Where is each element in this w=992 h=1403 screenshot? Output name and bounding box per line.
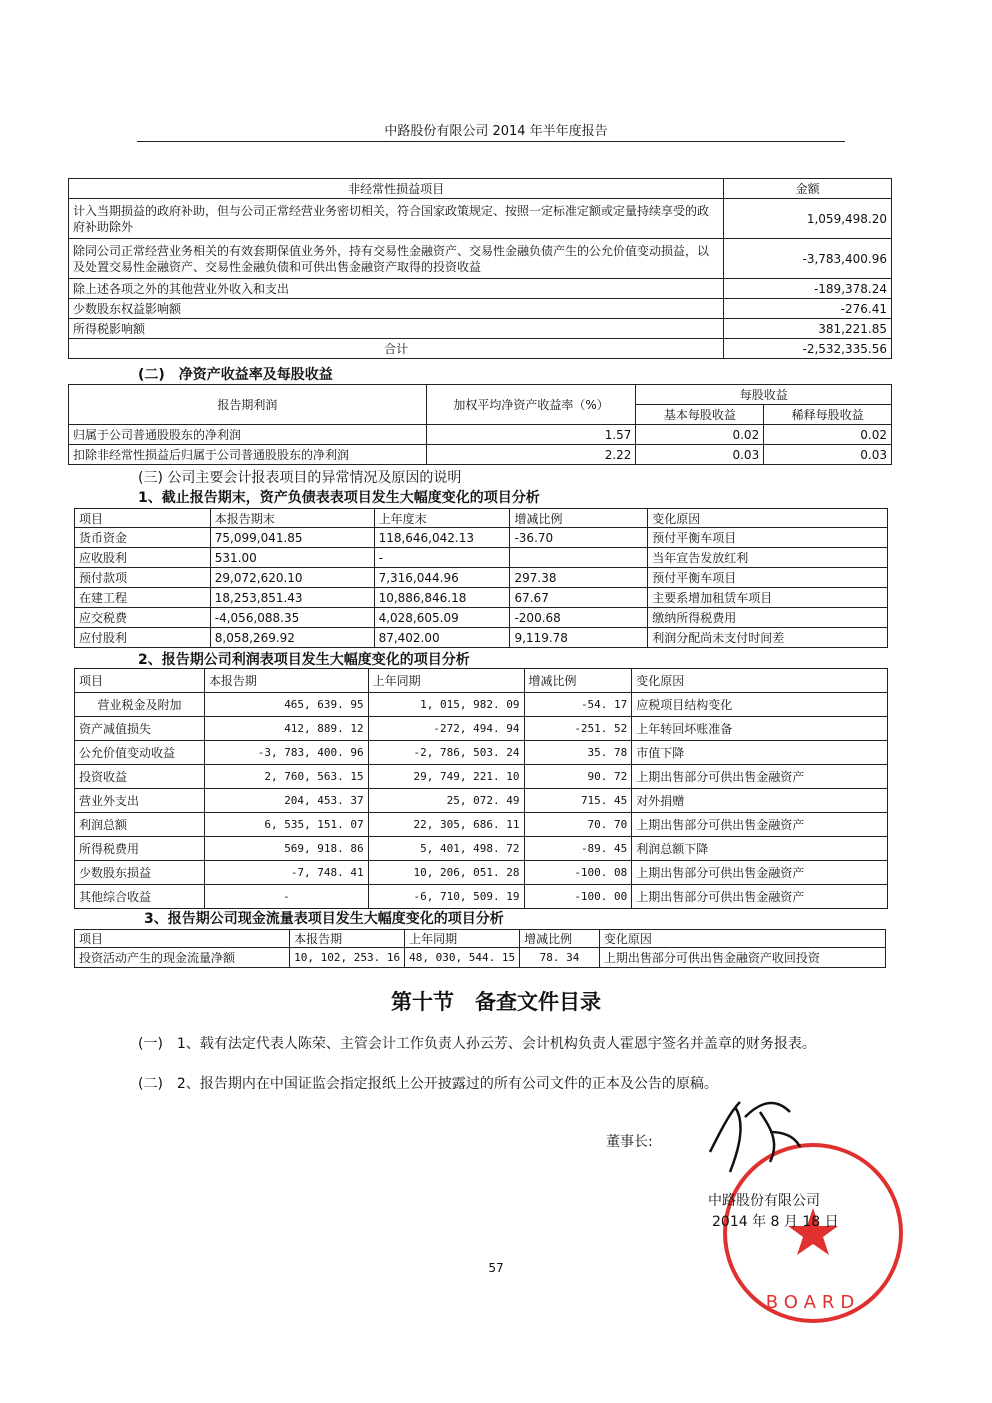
table-row — [75, 717, 888, 741]
sign-date: 2014 年 8 月 18 日 — [712, 1214, 839, 1230]
cell: -36.70 — [510, 528, 648, 548]
cell: 应收股利 — [75, 548, 211, 568]
cell: -89. 45 — [524, 837, 632, 861]
table-row — [75, 628, 888, 648]
item-cell: 归属于公司普通股股东的净利润 — [69, 425, 427, 445]
header-cell: 项目 — [75, 509, 211, 528]
header-cell: 稀释每股收益 — [764, 405, 892, 425]
cell: 22, 305, 686. 11 — [368, 813, 524, 837]
amount-cell: -3,783,400.96 — [724, 239, 892, 279]
cell: 9,119.78 — [510, 628, 648, 648]
cell: 资产减值损失 — [75, 717, 205, 741]
cell: 4,028,605.09 — [374, 608, 510, 628]
amount-cell: 1,059,498.20 — [724, 199, 892, 239]
signature — [700, 1092, 810, 1182]
page-number: 57 — [488, 1261, 504, 1275]
cell: 70. 70 — [524, 813, 632, 837]
cell: -54. 17 — [524, 693, 632, 717]
cell: 5, 401, 498. 72 — [368, 837, 524, 861]
cell: 主要系增加租赁车项目 — [648, 588, 888, 608]
cell: 465, 639. 95 — [204, 693, 368, 717]
value-cell: 0.03 — [764, 445, 892, 465]
cell: 7,316,044.96 — [374, 568, 510, 588]
non-recurring-table — [68, 178, 892, 359]
cell: -251. 52 — [524, 717, 632, 741]
header-cell: 变化原因 — [648, 509, 888, 528]
subsection-balance-title: 1、截止报告期末，资产负债表表项目发生大幅度变化的项目分析 — [138, 490, 540, 506]
cell: 利润总额下降 — [632, 837, 888, 861]
header-cell: 上年同期 — [405, 930, 520, 948]
cell: 上期出售部分可供出售金融资产 — [632, 861, 888, 885]
cell: -200.68 — [510, 608, 648, 628]
table-row — [75, 608, 888, 628]
cell: 87,402.00 — [374, 628, 510, 648]
cell: - — [374, 548, 510, 568]
cell: 在建工程 — [75, 588, 211, 608]
value-cell: 0.02 — [636, 425, 764, 445]
header-cell: 上年度末 — [374, 509, 510, 528]
cell: 利润分配尚未支付时间差 — [648, 628, 888, 648]
cell: 412, 889. 12 — [204, 717, 368, 741]
header-cell: 变化原因 — [632, 669, 888, 693]
table-row — [75, 837, 888, 861]
cell: 上期出售部分可供出售金融资产 — [632, 885, 888, 909]
table-row — [75, 588, 888, 608]
value-cell: 0.02 — [764, 425, 892, 445]
item-cell: 除同公司正常经营业务相关的有效套期保值业务外，持有交易性金融资产、交易性金融负债产生的公允价值变动损益，以及处置交易性金融资产、交易性金融负债和可供出售金融资产取得的投资收益 — [69, 239, 724, 279]
item-cell: 计入当期损益的政府补助，但与公司正常经营业务密切相关，符合国家政策规定、按照一定标准定额或定量持续享受的政府补助除外 — [69, 199, 724, 239]
cell: 上期出售部分可供出售金融资产收回投资 — [599, 948, 885, 968]
header-cell: 增减比例 — [510, 509, 648, 528]
roe-eps-table — [68, 384, 892, 465]
cell: 569, 918. 86 — [204, 837, 368, 861]
cell: -6, 710, 509. 19 — [368, 885, 524, 909]
cell: -2, 786, 503. 24 — [368, 741, 524, 765]
doc-item: (一) 1、载有法定代表人陈荣、主管会计工作负责人孙云芳、会计机构负责人霍恩宇签名并盖章的财务报表。 — [138, 1036, 816, 1052]
subsection-income-title: 2、报告期公司利润表项目发生大幅度变化的项目分析 — [138, 652, 470, 668]
cell: 应付股利 — [75, 628, 211, 648]
section-anomaly-title: (三) 公司主要会计报表项目的异常情况及原因的说明 — [138, 470, 462, 486]
cell: 67.67 — [510, 588, 648, 608]
cell: 其他综合收益 — [75, 885, 205, 909]
cell: -7, 748. 41 — [204, 861, 368, 885]
cell: 10,886,846.18 — [374, 588, 510, 608]
income-statement-table — [74, 668, 888, 909]
cell: 715. 45 — [524, 789, 632, 813]
header-cell: 上年同期 — [368, 669, 524, 693]
cell: 市值下降 — [632, 741, 888, 765]
cell: - — [204, 885, 368, 909]
cell: 公允价值变动收益 — [75, 741, 205, 765]
total-label: 合计 — [69, 339, 724, 359]
cell: 90. 72 — [524, 765, 632, 789]
header-cell: 金额 — [724, 179, 892, 199]
header-cell: 加权平均净资产收益率（%） — [426, 385, 636, 425]
cell: 营业税金及附加 — [75, 693, 205, 717]
table-row — [75, 765, 888, 789]
cell: 2, 760, 563. 15 — [204, 765, 368, 789]
cell: 应税项目结构变化 — [632, 693, 888, 717]
header-cell: 本报告期 — [290, 930, 405, 948]
cell: -100. 00 — [524, 885, 632, 909]
cell: 29,072,620.10 — [210, 568, 374, 588]
cell: 75,099,041.85 — [210, 528, 374, 548]
item-cell: 少数股东权益影响额 — [69, 299, 724, 319]
table-row — [75, 568, 888, 588]
cell: 缴纳所得税费用 — [648, 608, 888, 628]
table-row — [75, 693, 888, 717]
cell: 营业外支出 — [75, 789, 205, 813]
cell: 8,058,269.92 — [210, 628, 374, 648]
cell: 118,646,042.13 — [374, 528, 510, 548]
cell: 货币资金 — [75, 528, 211, 548]
cell: 投资活动产生的现金流量净额 — [75, 948, 290, 968]
header-rule — [137, 141, 845, 142]
header-cell: 变化原因 — [599, 930, 885, 948]
table-row — [75, 548, 888, 568]
item-cell: 除上述各项之外的其他营业外收入和支出 — [69, 279, 724, 299]
amount-cell: -189,378.24 — [724, 279, 892, 299]
chairman-label: 董事长: — [606, 1134, 653, 1150]
cell: 10, 102, 253. 16 — [290, 948, 405, 968]
total-amount: -2,532,335.56 — [724, 339, 892, 359]
cell: 10, 206, 051. 28 — [368, 861, 524, 885]
table-row — [75, 813, 888, 837]
cell: 上期出售部分可供出售金融资产 — [632, 765, 888, 789]
section-title: 第十节 备查文件目录 — [391, 990, 601, 1014]
cell: 预付款项 — [75, 568, 211, 588]
cell: 1, 015, 982. 09 — [368, 693, 524, 717]
cell: 204, 453. 37 — [204, 789, 368, 813]
doc-item: (二) 2、报告期内在中国证监会指定报纸上公开披露过的所有公司文件的正本及公告的原稿。 — [138, 1076, 718, 1092]
cell: 上期出售部分可供出售金融资产 — [632, 813, 888, 837]
cell: 所得税费用 — [75, 837, 205, 861]
table-row — [75, 528, 888, 548]
cell: 531.00 — [210, 548, 374, 568]
cashflow-table — [74, 929, 886, 968]
cell: 297.38 — [510, 568, 648, 588]
cell: 投资收益 — [75, 765, 205, 789]
amount-cell: 381,221.85 — [724, 319, 892, 339]
table-row — [75, 885, 888, 909]
header-cell: 项目 — [75, 669, 205, 693]
page-header: 中路股份有限公司 2014 年半年度报告 — [384, 124, 608, 139]
cell: 78. 34 — [520, 948, 600, 968]
cell: -3, 783, 400. 96 — [204, 741, 368, 765]
cell: 48, 030, 544. 15 — [405, 948, 520, 968]
cell: 25, 072. 49 — [368, 789, 524, 813]
cell: 上年转回坏账准备 — [632, 717, 888, 741]
header-cell: 非经常性损益项目 — [69, 179, 724, 199]
cell: 应交税费 — [75, 608, 211, 628]
value-cell: 0.03 — [636, 445, 764, 465]
cell: 29, 749, 221. 10 — [368, 765, 524, 789]
table-row — [75, 741, 888, 765]
cell — [510, 548, 648, 568]
header-cell: 增减比例 — [520, 930, 600, 948]
section-roe-title: (二) 净资产收益率及每股收益 — [138, 367, 333, 383]
header-cell: 本报告期 — [204, 669, 368, 693]
table-row — [75, 789, 888, 813]
header-cell: 报告期利润 — [69, 385, 427, 425]
cell: 预付平衡车项目 — [648, 528, 888, 548]
cell: 预付平衡车项目 — [648, 568, 888, 588]
subsection-cashflow-title: 3、报告期公司现金流量表项目发生大幅度变化的项目分析 — [144, 911, 504, 927]
header-cell: 每股收益 — [636, 385, 892, 405]
header-cell: 基本每股收益 — [636, 405, 764, 425]
item-cell: 所得税影响额 — [69, 319, 724, 339]
cell: 少数股东损益 — [75, 861, 205, 885]
cell: 利润总额 — [75, 813, 205, 837]
header-cell: 项目 — [75, 930, 290, 948]
value-cell: 2.22 — [426, 445, 636, 465]
table-row — [75, 948, 886, 968]
header-cell: 增减比例 — [524, 669, 632, 693]
table-row — [75, 861, 888, 885]
cell: 6, 535, 151. 07 — [204, 813, 368, 837]
seal-text: BOARD — [765, 1292, 861, 1313]
cell: 18,253,851.43 — [210, 588, 374, 608]
item-cell: 扣除非经常性损益后归属于公司普通股股东的净利润 — [69, 445, 427, 465]
company-name: 中路股份有限公司 — [708, 1193, 820, 1209]
cell: 35. 78 — [524, 741, 632, 765]
amount-cell: -276.41 — [724, 299, 892, 319]
header-cell: 本报告期末 — [210, 509, 374, 528]
cell: -272, 494. 94 — [368, 717, 524, 741]
balance-sheet-table — [74, 508, 888, 648]
cell: 当年宣告发放红利 — [648, 548, 888, 568]
value-cell: 1.57 — [426, 425, 636, 445]
cell: -4,056,088.35 — [210, 608, 374, 628]
cell: -100. 08 — [524, 861, 632, 885]
cell: 对外捐赠 — [632, 789, 888, 813]
